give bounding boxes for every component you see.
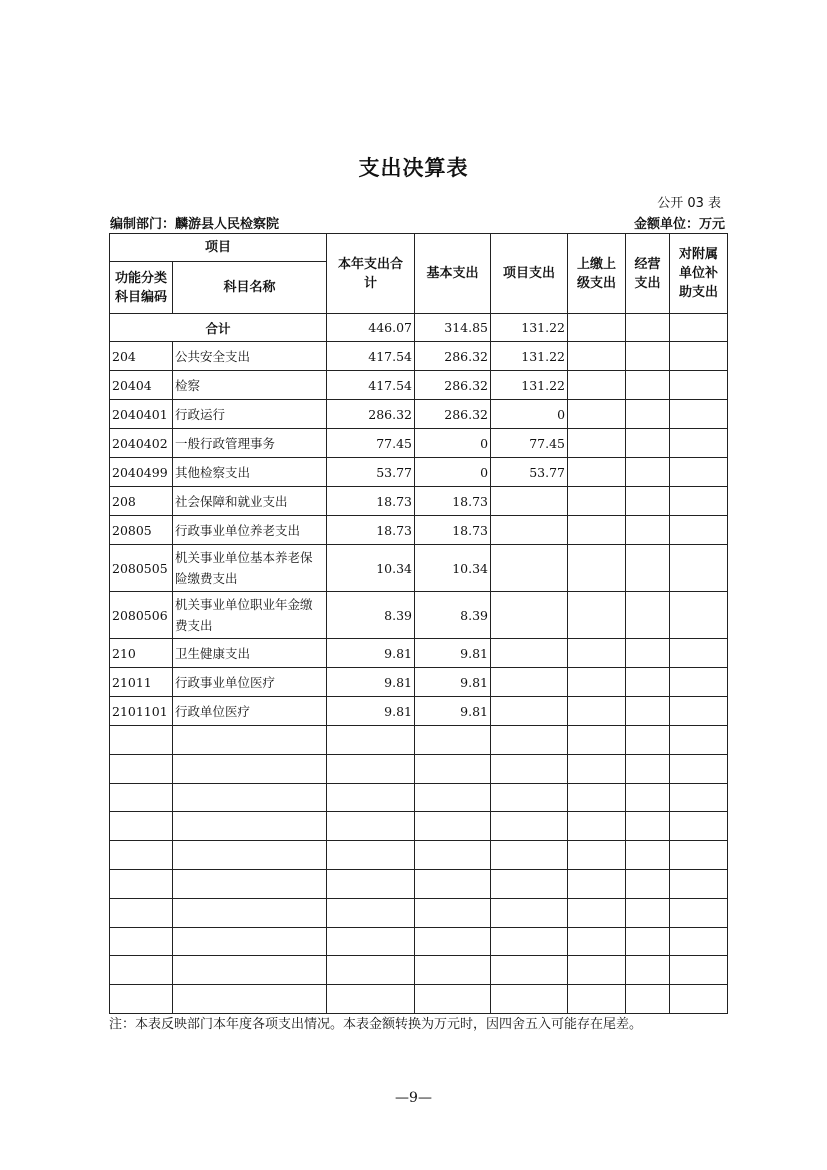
cell-name: 一般行政管理事务 <box>173 429 327 458</box>
total-project: 131.22 <box>491 314 568 342</box>
empty-cell <box>626 726 670 755</box>
cell-project <box>491 592 568 639</box>
empty-cell <box>568 956 626 985</box>
empty-cell <box>327 726 415 755</box>
header-code: 功能分类科目编码 <box>110 262 173 314</box>
empty-cell <box>173 726 327 755</box>
cell-subsidy <box>670 639 728 668</box>
empty-cell <box>415 869 491 898</box>
cell-total: 9.81 <box>327 668 415 697</box>
cell-subsidy <box>670 342 728 371</box>
empty-cell <box>568 927 626 956</box>
cell-business <box>626 429 670 458</box>
cell-project: 0 <box>491 400 568 429</box>
cell-project: 77.45 <box>491 429 568 458</box>
cell-project <box>491 697 568 726</box>
cell-subsidy <box>670 458 728 487</box>
cell-upper <box>568 592 626 639</box>
empty-cell <box>670 869 728 898</box>
empty-row <box>110 927 728 956</box>
empty-cell <box>173 927 327 956</box>
cell-code: 21011 <box>110 668 173 697</box>
table-row <box>110 668 728 697</box>
empty-cell <box>626 841 670 870</box>
cell-code: 20805 <box>110 516 173 545</box>
table-row <box>110 400 728 429</box>
cell-project <box>491 545 568 592</box>
empty-cell <box>110 927 173 956</box>
empty-cell <box>110 726 173 755</box>
table-body <box>110 314 728 1014</box>
empty-cell <box>415 927 491 956</box>
empty-cell <box>415 754 491 783</box>
empty-cell <box>327 783 415 812</box>
cell-name: 行政事业单位医疗 <box>173 668 327 697</box>
empty-cell <box>568 898 626 927</box>
cell-code: 2101101 <box>110 697 173 726</box>
cell-total: 77.45 <box>327 429 415 458</box>
empty-cell <box>491 783 568 812</box>
empty-cell <box>491 754 568 783</box>
cell-basic: 10.34 <box>415 545 491 592</box>
empty-cell <box>327 754 415 783</box>
cell-upper <box>568 400 626 429</box>
empty-cell <box>110 956 173 985</box>
cell-business <box>626 668 670 697</box>
cell-project: 53.77 <box>491 458 568 487</box>
cell-subsidy <box>670 697 728 726</box>
cell-upper <box>568 371 626 400</box>
cell-upper <box>568 639 626 668</box>
cell-project: 131.22 <box>491 342 568 371</box>
empty-cell <box>670 841 728 870</box>
cell-project <box>491 487 568 516</box>
empty-cell <box>110 841 173 870</box>
department-label: 编制部门：麟游县人民检察院 <box>110 217 280 232</box>
cell-business <box>626 342 670 371</box>
empty-cell <box>568 726 626 755</box>
cell-name: 行政运行 <box>173 400 327 429</box>
empty-cell <box>626 956 670 985</box>
cell-name: 公共安全支出 <box>173 342 327 371</box>
table-row <box>110 342 728 371</box>
empty-cell <box>626 985 670 1014</box>
empty-cell <box>415 812 491 841</box>
empty-cell <box>626 754 670 783</box>
empty-cell <box>327 841 415 870</box>
empty-cell <box>173 841 327 870</box>
cell-code: 2040401 <box>110 400 173 429</box>
table-row <box>110 458 728 487</box>
cell-total: 286.32 <box>327 400 415 429</box>
header-basic: 基本支出 <box>415 234 491 314</box>
cell-upper <box>568 429 626 458</box>
empty-cell <box>491 726 568 755</box>
cell-project <box>491 639 568 668</box>
cell-subsidy <box>670 400 728 429</box>
table-row <box>110 371 728 400</box>
empty-cell <box>173 985 327 1014</box>
cell-code: 2080506 <box>110 592 173 639</box>
empty-cell <box>415 956 491 985</box>
empty-cell <box>110 754 173 783</box>
cell-total: 10.34 <box>327 545 415 592</box>
empty-row <box>110 754 728 783</box>
empty-cell <box>670 985 728 1014</box>
empty-cell <box>327 812 415 841</box>
cell-upper <box>568 697 626 726</box>
empty-cell <box>568 985 626 1014</box>
cell-subsidy <box>670 429 728 458</box>
cell-total: 8.39 <box>327 592 415 639</box>
cell-name: 检察 <box>173 371 327 400</box>
empty-cell <box>173 783 327 812</box>
cell-basic: 8.39 <box>415 592 491 639</box>
header-name: 科目名称 <box>173 262 327 314</box>
cell-basic: 18.73 <box>415 516 491 545</box>
empty-cell <box>626 812 670 841</box>
cell-basic: 286.32 <box>415 342 491 371</box>
empty-row <box>110 783 728 812</box>
total-label: 合计 <box>110 314 327 342</box>
empty-cell <box>110 869 173 898</box>
cell-total: 417.54 <box>327 342 415 371</box>
empty-cell <box>491 985 568 1014</box>
cell-business <box>626 400 670 429</box>
empty-cell <box>327 956 415 985</box>
cell-subsidy <box>670 668 728 697</box>
empty-row <box>110 841 728 870</box>
cell-code: 2040499 <box>110 458 173 487</box>
cell-total: 9.81 <box>327 697 415 726</box>
empty-cell <box>173 956 327 985</box>
empty-cell <box>415 783 491 812</box>
form-number: 公开 03 表 <box>657 196 721 211</box>
empty-cell <box>173 898 327 927</box>
cell-subsidy <box>670 592 728 639</box>
cell-subsidy <box>670 545 728 592</box>
cell-basic: 9.81 <box>415 697 491 726</box>
cell-upper <box>568 487 626 516</box>
empty-cell <box>670 927 728 956</box>
footnote: 注：本表反映部门本年度各项支出情况。本表金额转换为万元时，因四舍五入可能存在尾差。 <box>109 1017 643 1032</box>
cell-name: 社会保障和就业支出 <box>173 487 327 516</box>
empty-cell <box>626 898 670 927</box>
cell-code: 204 <box>110 342 173 371</box>
cell-code: 2080505 <box>110 545 173 592</box>
cell-business <box>626 487 670 516</box>
cell-basic: 0 <box>415 458 491 487</box>
empty-cell <box>626 869 670 898</box>
cell-code: 20404 <box>110 371 173 400</box>
empty-cell <box>491 841 568 870</box>
empty-row <box>110 898 728 927</box>
cell-name: 卫生健康支出 <box>173 639 327 668</box>
page-number: —9— <box>395 1090 432 1106</box>
total-amount: 446.07 <box>327 314 415 342</box>
empty-cell <box>110 812 173 841</box>
cell-basic: 286.32 <box>415 371 491 400</box>
empty-cell <box>670 783 728 812</box>
expenditure-table <box>109 233 728 1014</box>
total-upper <box>568 314 626 342</box>
empty-cell <box>491 956 568 985</box>
empty-cell <box>173 754 327 783</box>
empty-cell <box>173 812 327 841</box>
cell-project <box>491 668 568 697</box>
cell-code: 210 <box>110 639 173 668</box>
header-item: 项目 <box>110 234 327 262</box>
empty-cell <box>415 841 491 870</box>
empty-row <box>110 812 728 841</box>
header-project: 项目支出 <box>491 234 568 314</box>
empty-cell <box>327 927 415 956</box>
empty-cell <box>568 812 626 841</box>
empty-cell <box>415 898 491 927</box>
cell-business <box>626 516 670 545</box>
empty-cell <box>110 783 173 812</box>
cell-basic: 286.32 <box>415 400 491 429</box>
cell-business <box>626 697 670 726</box>
empty-cell <box>670 812 728 841</box>
total-subsidy <box>670 314 728 342</box>
header-subsidy: 对附属单位补助支出 <box>670 234 728 314</box>
empty-cell <box>327 898 415 927</box>
cell-basic: 0 <box>415 429 491 458</box>
empty-cell <box>626 783 670 812</box>
empty-cell <box>491 898 568 927</box>
empty-cell <box>670 898 728 927</box>
empty-cell <box>568 783 626 812</box>
cell-total: 18.73 <box>327 487 415 516</box>
cell-basic: 9.81 <box>415 668 491 697</box>
empty-cell <box>670 956 728 985</box>
table-row <box>110 639 728 668</box>
empty-cell <box>626 927 670 956</box>
empty-cell <box>415 726 491 755</box>
empty-cell <box>568 754 626 783</box>
empty-cell <box>327 985 415 1014</box>
cell-business <box>626 458 670 487</box>
empty-cell <box>327 869 415 898</box>
empty-cell <box>110 985 173 1014</box>
empty-row <box>110 985 728 1014</box>
empty-cell <box>491 927 568 956</box>
cell-business <box>626 592 670 639</box>
empty-cell <box>491 869 568 898</box>
cell-code: 208 <box>110 487 173 516</box>
empty-cell <box>568 869 626 898</box>
cell-project <box>491 516 568 545</box>
cell-project: 131.22 <box>491 371 568 400</box>
cell-name: 其他检察支出 <box>173 458 327 487</box>
cell-business <box>626 545 670 592</box>
header-business: 经营支出 <box>626 234 670 314</box>
table-row <box>110 545 728 592</box>
table-row <box>110 487 728 516</box>
cell-basic: 18.73 <box>415 487 491 516</box>
cell-subsidy <box>670 487 728 516</box>
cell-name: 行政单位医疗 <box>173 697 327 726</box>
total-basic: 314.85 <box>415 314 491 342</box>
cell-total: 53.77 <box>327 458 415 487</box>
cell-total: 9.81 <box>327 639 415 668</box>
cell-upper <box>568 458 626 487</box>
empty-row <box>110 726 728 755</box>
empty-cell <box>491 812 568 841</box>
total-business <box>626 314 670 342</box>
table-row <box>110 592 728 639</box>
cell-upper <box>568 342 626 371</box>
table-row <box>110 697 728 726</box>
table-row <box>110 516 728 545</box>
empty-row <box>110 956 728 985</box>
cell-basic: 9.81 <box>415 639 491 668</box>
cell-upper <box>568 668 626 697</box>
empty-cell <box>110 898 173 927</box>
header-upper: 上缴上级支出 <box>568 234 626 314</box>
table-row <box>110 429 728 458</box>
header-total: 本年支出合计 <box>327 234 415 314</box>
cell-total: 18.73 <box>327 516 415 545</box>
cell-business <box>626 639 670 668</box>
cell-total: 417.54 <box>327 371 415 400</box>
cell-name: 行政事业单位养老支出 <box>173 516 327 545</box>
total-row <box>110 314 728 342</box>
cell-business <box>626 371 670 400</box>
cell-name: 机关事业单位职业年金缴费支出 <box>173 592 327 639</box>
empty-cell <box>415 985 491 1014</box>
cell-subsidy <box>670 371 728 400</box>
cell-name: 机关事业单位基本养老保险缴费支出 <box>173 545 327 592</box>
cell-upper <box>568 545 626 592</box>
empty-row <box>110 869 728 898</box>
cell-upper <box>568 516 626 545</box>
empty-cell <box>670 726 728 755</box>
unit-label: 金额单位：万元 <box>633 217 725 232</box>
empty-cell <box>670 754 728 783</box>
page-title: 支出决算表 <box>358 156 469 180</box>
empty-cell <box>568 841 626 870</box>
cell-subsidy <box>670 516 728 545</box>
empty-cell <box>173 869 327 898</box>
cell-code: 2040402 <box>110 429 173 458</box>
